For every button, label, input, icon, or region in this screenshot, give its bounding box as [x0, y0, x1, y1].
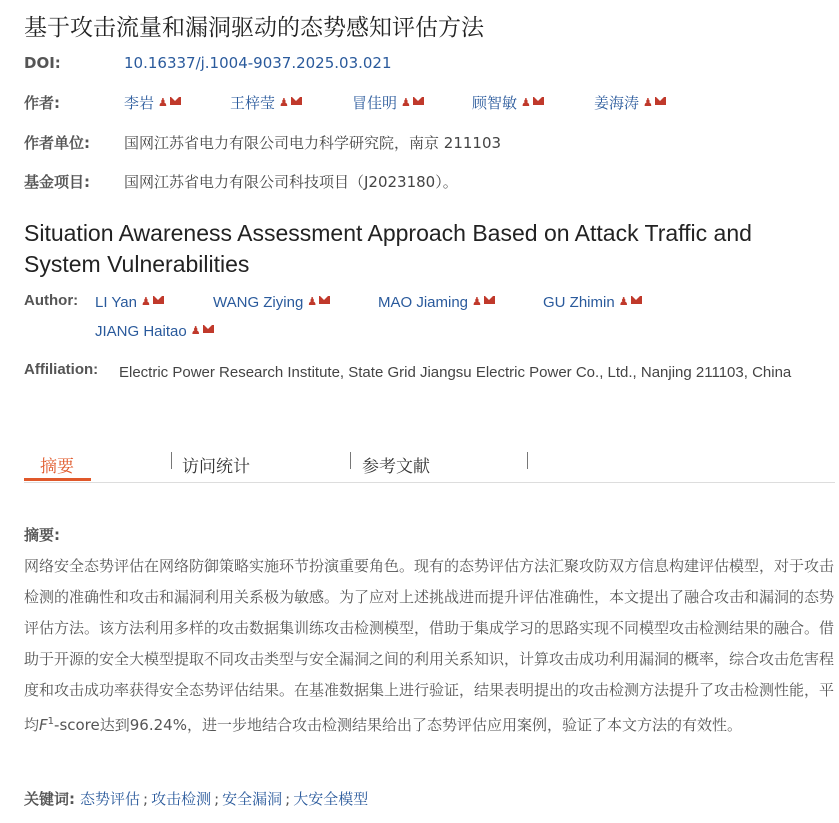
person-icon[interactable]: ♟ [158, 96, 168, 109]
author-cn [594, 92, 666, 113]
author-en [543, 294, 642, 311]
person-icon[interactable]: ♟ [140, 296, 151, 308]
active-tab-indicator [24, 478, 91, 481]
author-name-link[interactable]: JIANG Haitao [95, 323, 187, 340]
affiliation-label: 作者单位: [24, 134, 90, 152]
keyword-separator: ; [214, 790, 220, 808]
article-title-cn: 基于攻击流量和漏洞驱动的态势感知评估方法 [24, 15, 484, 41]
author-name-link[interactable]: MAO Jiaming [378, 294, 469, 311]
tab-divider [171, 452, 172, 469]
authors-cn-row [24, 92, 824, 114]
author-en-label: Author: [24, 292, 79, 309]
author-cn [124, 92, 181, 113]
author-en [95, 323, 214, 340]
mail-icon[interactable] [319, 296, 330, 304]
f-symbol: F [39, 716, 48, 734]
author-name-link[interactable]: 顾智敏 [472, 94, 518, 112]
author-cn [472, 92, 544, 113]
keyword-link[interactable]: 大安全模型 [293, 790, 369, 808]
authors-label: 作者: [24, 94, 60, 112]
person-icon[interactable]: ♟ [618, 296, 629, 308]
person-icon[interactable]: ♟ [190, 325, 201, 337]
mail-icon[interactable] [533, 97, 544, 105]
abstract-label: 摘要: [24, 526, 60, 544]
person-icon[interactable]: ♟ [279, 96, 289, 109]
keyword-separator: ; [285, 790, 291, 808]
doi-label: DOI: [24, 54, 61, 72]
person-icon[interactable]: ♟ [521, 96, 531, 109]
mail-icon[interactable] [631, 296, 642, 304]
keyword-separator: ; [143, 790, 149, 808]
tab-divider [350, 452, 351, 469]
mail-icon[interactable] [484, 296, 495, 304]
doi-link[interactable]: 10.16337/j.1004-9037.2025.03.021 [124, 54, 392, 72]
mail-icon[interactable] [655, 97, 666, 105]
author-name-link[interactable]: 冒佳明 [352, 94, 398, 112]
author-name-link[interactable]: WANG Ziying [213, 294, 304, 311]
author-name-link[interactable]: GU Zhimin [543, 294, 615, 311]
author-name-link[interactable]: 王梓莹 [230, 94, 276, 112]
f-subscript: 1 [47, 716, 55, 727]
author-en [95, 294, 164, 311]
mail-icon[interactable] [170, 97, 181, 105]
mail-icon[interactable] [291, 97, 302, 105]
keyword-link[interactable]: 态势评估 [80, 790, 141, 808]
author-name-link[interactable]: 李岩 [124, 94, 155, 112]
tab-divider [527, 452, 528, 469]
fund-label: 基金项目: [24, 173, 90, 191]
mail-icon[interactable] [413, 97, 424, 105]
keywords-list [80, 788, 368, 809]
keywords-label: 关键词: [24, 790, 75, 808]
author-en [213, 294, 330, 311]
abstract-text [24, 551, 834, 741]
abstract-text-part: -score达到96.24%，进一步地结合攻击检测结果给出了态势评估应用案例，验证了本文方法的有效性。 [54, 716, 742, 734]
person-icon[interactable]: ♟ [472, 296, 482, 308]
author-cn [230, 92, 302, 113]
tab-visit-stats[interactable]: 访问统计 [182, 457, 250, 477]
keyword-link[interactable]: 安全漏洞 [222, 790, 283, 808]
fund-value: 国网江苏省电力有限公司科技项目（J2023180）。 [124, 173, 458, 191]
author-name-link[interactable]: 姜海涛 [594, 94, 640, 112]
author-cn [352, 92, 424, 113]
affiliation-value: 国网江苏省电力有限公司电力科学研究院，南京 211103 [124, 134, 502, 152]
person-icon[interactable]: ♟ [401, 96, 411, 109]
author-en [378, 294, 495, 311]
tab-bar [24, 446, 835, 483]
mail-icon[interactable] [153, 296, 164, 304]
mail-icon[interactable] [203, 325, 214, 333]
tab-abstract[interactable]: 摘要 [40, 457, 74, 477]
affiliation-en-value: Electric Power Research Institute, State Grid Jiangsu Electric Power Co., Ltd., Nanjing 211103, China [119, 364, 792, 381]
person-icon[interactable]: ♟ [643, 96, 653, 109]
person-icon[interactable]: ♟ [307, 296, 318, 308]
abstract-text-part: 网络安全态势评估在网络防御策略实施环节扮演重要角色。现有的态势评估方法汇聚攻防双方信息构建评估模型，对于攻击检测的准确性和攻击和漏洞利用关系极为敏感。为了应对上述挑战进而提升评估准确性，本文提出了融合攻击和漏洞的态势评估方法。该方法利用多样的攻击数据集训练攻击检测模型，借助于集成学习的思路实现不同模型攻击检测结果的融合。借助于开源的安全大模型提取不同攻击类型与安全漏洞之间的利用关系知识，计算攻击成功利用漏洞的概率，综合攻击危害程度和攻击成功率获得安全态势评估结果。在基准数据集上进行验证，结果表明提出的攻击检测方法提升了攻击检测性能，平均 [24, 557, 835, 734]
tab-references[interactable]: 参考文献 [362, 457, 430, 477]
author-name-link[interactable]: LI Yan [95, 294, 137, 311]
article-title-en: Situation Awareness Assessment Approach Based on Attack Traffic and System Vulnerabilities [24, 220, 752, 277]
keyword-link[interactable]: 攻击检测 [151, 790, 212, 808]
affiliation-en-label: Affiliation: [24, 361, 99, 378]
